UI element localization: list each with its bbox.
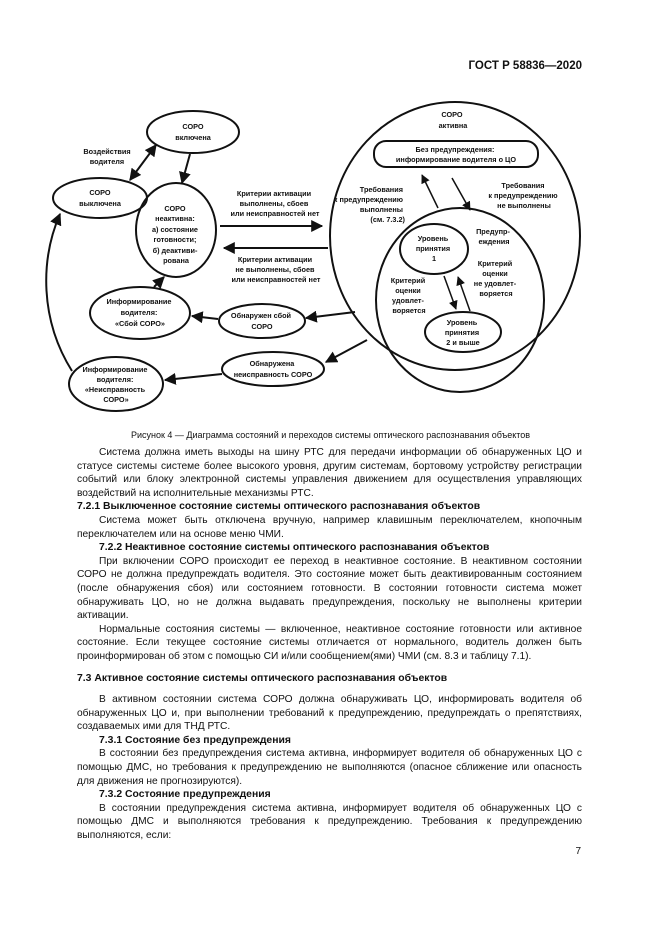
fault-detected-state <box>222 352 324 386</box>
section-heading: 7.3.2 Состояние предупреждения <box>99 789 271 801</box>
criteria-not-sat-label: Критерий оценки не удовлет- воряется <box>473 259 517 298</box>
section-heading: 7.3 Активное состояние системы оптического распознавания объектов <box>77 672 448 684</box>
arrow-crit-sat <box>444 276 456 309</box>
fault-detected-label: Обнаружена неисправность СОРО <box>233 359 313 379</box>
paragraph: Система должна иметь выходы на шину РТС для передачи информации об обнаруженных ЦО и статусе системы системе более высокого уровня, другим системам, бортовому устройству регистрации событий или блоку электронной системы управления движением для осуществления управляющих воздействий на исполнительные механизмы РТС. <box>77 447 582 499</box>
criteria-sat-label: Критерий оценки удовлет- воряется <box>390 276 426 315</box>
req-met-label: Требования к предупреждению выполнены (см. 7.3.2) <box>333 185 405 224</box>
sopo-on-state <box>147 111 239 153</box>
paragraph: В состоянии предупреждения система активна, информирует водителя об обнаруженных ЦО с помощью ДМС и выполняются требования к предупреждению. Требования к предупреждению выполняются, если: <box>77 802 582 842</box>
standard-number: ГОСТ Р 58836—2020 <box>468 60 582 72</box>
sopo-off-state <box>53 178 147 218</box>
sopo-on-label: СОРО включена <box>175 122 211 142</box>
body-text <box>77 446 582 843</box>
section-heading: 7.2.2 Неактивное состояние системы оптического распознавания объектов <box>99 542 490 554</box>
arrow-fault-info <box>165 374 222 380</box>
fail-detected-label: Обнаружен сбой СОРО <box>230 311 292 331</box>
paragraph: В состоянии без предупреждения система активна, информирует водителя об обнаруженных ЦО с помощью ДМС, но требования к предупреждению не выполняются (опасное сближение или опасность для движения не прогнозируются). <box>77 748 582 787</box>
no-warning-label: Без предупреждения: информирование водителя о ЦО <box>395 145 517 164</box>
paragraph: При включении СОРО происходит ее переход в неактивное состояние. В неактивном состоянии СОРО не должна предупреждать водителя. Это состояние может быть деактивированным состоянием (после обнаружения сбоя) или состоянием готовности. В состоянии готовности система может обнаруживать ЦО, но не должна выдавать предупреждения, поскольку не выполнены критерии активации. <box>77 555 582 622</box>
section-heading: 7.3.1 Состояние без предупреждения <box>99 734 291 746</box>
figure-caption: Рисунок 4 — Диаграмма состояний и переходов системы оптического распознавания объектов <box>130 430 531 440</box>
sopo-off-label: СОРО выключена <box>79 188 121 208</box>
arrow-infofail-inactive <box>154 277 164 287</box>
criteria-not-met-label: Критерии активации не выполнены, сбоев или неисправностей нет <box>231 255 321 284</box>
arrow-active-fault <box>326 340 367 362</box>
arrow-on-off <box>130 145 156 180</box>
arrow-active-fail <box>306 312 355 318</box>
arrow-on-inactive <box>182 154 190 183</box>
arrow-req-met <box>422 175 438 208</box>
info-fault-label: Информирование водителя: «Неисправность СОРО» <box>82 365 148 404</box>
active-label: СОРО активна <box>438 110 468 130</box>
criteria-met-label: Критерии активации выполнены, сбоев или неисправностей нет <box>230 189 320 218</box>
req-not-met-label: Требования к предупреждению не выполнены <box>488 181 558 210</box>
paragraph: В активном состоянии система СОРО должна обнаруживать ЦО, информировать водителя об обнаруженных ЦО и, при выполнении требований к предупреждению, предупреждать о препятствиях, создаваемых ими для ТНД РТС. <box>77 694 582 733</box>
state-diagram <box>0 0 661 425</box>
arrow-crit-not-sat <box>458 277 470 311</box>
warnings-label: Предупр- еждения <box>476 227 510 246</box>
arrow-fail-info <box>192 316 218 319</box>
paragraph: Нормальные состояния системы — включенное, неактивное состояние готовности или активное состояние. Если текущее состояние системы отличается от нормального, водитель должен быть проинформирован об этом с помощью СИ и/или сообщением(ями) ЧМИ (см. 8.3 и таблицу 7.1). <box>77 623 582 662</box>
fail-detected-state <box>219 304 305 338</box>
info-fail-label: Информирование водителя: «Сбой СОРО» <box>106 297 172 328</box>
paragraph: Система может быть отключена вручную, например клавишным переключателем, кнопочным переключателем или на основе меню ЧМИ. <box>77 514 582 540</box>
arrow-infofault-off <box>46 214 72 371</box>
arrow-req-not-met <box>452 178 470 210</box>
inactive-label: СОРО неактивна: а) состояние готовности; б) деактиви- рована <box>151 204 199 265</box>
level1-label: Уровень принятия 1 <box>415 234 451 263</box>
section-heading: 7.2.1 Выключенное состояние системы оптического распознавания объектов <box>77 501 481 513</box>
page-number: 7 <box>575 846 581 857</box>
level2-label: Уровень принятия 2 и выше <box>444 318 480 347</box>
driver-action-label: Воздействия водителя <box>83 147 131 166</box>
